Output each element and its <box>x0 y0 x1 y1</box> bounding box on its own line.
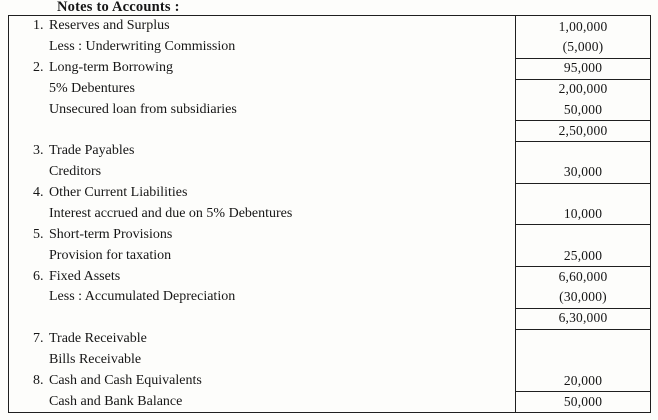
row-label: Unsecured loan from subsidiaries <box>49 101 237 117</box>
row-amount-cell: 1,00,000 <box>515 16 650 38</box>
row-label: Short-term Provisions <box>49 226 173 242</box>
table-row <box>9 370 650 391</box>
row-amount-cell <box>515 224 650 246</box>
table-row <box>9 329 650 350</box>
row-label: 5% Debentures <box>49 80 135 96</box>
row-label: Less : Underwriting Commission <box>49 39 236 55</box>
row-number: 5. <box>33 226 44 242</box>
table-row <box>9 16 650 37</box>
row-amount-cell: (30,000) <box>515 287 650 309</box>
table-row <box>9 287 650 308</box>
row-label: Creditors <box>49 164 102 180</box>
row-description-cell <box>9 350 515 371</box>
row-number: 3. <box>33 143 44 159</box>
row-description-cell <box>9 79 515 100</box>
row-label: Other Current Liabilities <box>49 185 188 201</box>
row-number: 1. <box>33 18 44 34</box>
row-description-cell <box>9 266 515 287</box>
row-number: 6. <box>33 268 44 284</box>
row-number: 4. <box>33 185 44 201</box>
row-amount-cell: 50,000 <box>515 391 650 413</box>
row-amount-cell: 2,50,000 <box>515 120 650 142</box>
row-description-cell <box>9 120 515 141</box>
row-amount-cell <box>515 183 650 205</box>
row-label: Less : Accumulated Depreciation <box>49 289 236 305</box>
table-row <box>9 120 650 141</box>
table-row <box>9 183 650 204</box>
row-label: Bills Receivable <box>49 351 142 367</box>
row-amount-cell <box>515 350 650 372</box>
row-label: Long-term Borrowing <box>49 60 174 76</box>
table-row <box>9 141 650 162</box>
row-label: Trade Payables <box>49 143 135 159</box>
row-amount-cell: 10,000 <box>515 204 650 226</box>
table-row <box>9 224 650 245</box>
row-description-cell <box>9 391 515 412</box>
row-amount-cell: 50,000 <box>515 99 650 121</box>
notes-table <box>8 15 651 413</box>
row-label: Fixed Assets <box>49 268 121 284</box>
table-row <box>9 350 650 371</box>
row-description-cell <box>9 37 515 58</box>
row-description-cell <box>9 99 515 120</box>
row-label: Reserves and Surplus <box>49 18 170 34</box>
table-row <box>9 79 650 100</box>
row-amount-cell: 20,000 <box>515 370 650 392</box>
row-description-cell <box>9 329 515 350</box>
row-description-cell <box>9 204 515 225</box>
table-row <box>9 308 650 329</box>
row-number: 2. <box>33 60 44 76</box>
table-row <box>9 266 650 287</box>
row-label: Cash and Bank Balance <box>49 393 183 409</box>
table-row <box>9 245 650 266</box>
row-amount-cell: 6,30,000 <box>515 308 650 330</box>
row-description-cell <box>9 162 515 183</box>
row-label: Interest accrued and due on 5% Debentures <box>49 206 293 222</box>
table-row <box>9 58 650 79</box>
row-label: Cash and Cash Equivalents <box>49 372 202 388</box>
table-row <box>9 204 650 225</box>
row-description-cell <box>9 370 515 391</box>
row-label: Provision for taxation <box>49 247 172 263</box>
row-description-cell <box>9 16 515 37</box>
table-row <box>9 162 650 183</box>
row-number: 7. <box>33 331 44 347</box>
page-title: Notes to Accounts : <box>57 0 180 15</box>
row-description-cell <box>9 58 515 79</box>
row-amount-cell <box>515 329 650 351</box>
row-description-cell <box>9 224 515 245</box>
table-row <box>9 391 650 412</box>
row-description-cell <box>9 308 515 329</box>
row-amount-cell: 25,000 <box>515 245 650 267</box>
row-amount-cell: 6,60,000 <box>515 266 650 288</box>
row-label: Trade Receivable <box>49 331 147 347</box>
row-amount-cell <box>515 141 650 163</box>
table-row <box>9 37 650 58</box>
row-description-cell <box>9 287 515 308</box>
row-amount-cell: 2,00,000 <box>515 79 650 101</box>
row-description-cell <box>9 141 515 162</box>
row-amount-cell: (5,000) <box>515 37 650 59</box>
row-description-cell <box>9 183 515 204</box>
row-amount-cell: 30,000 <box>515 162 650 184</box>
row-amount-cell: 95,000 <box>515 58 650 80</box>
row-number: 8. <box>33 372 44 388</box>
table-row <box>9 99 650 120</box>
row-description-cell <box>9 245 515 266</box>
